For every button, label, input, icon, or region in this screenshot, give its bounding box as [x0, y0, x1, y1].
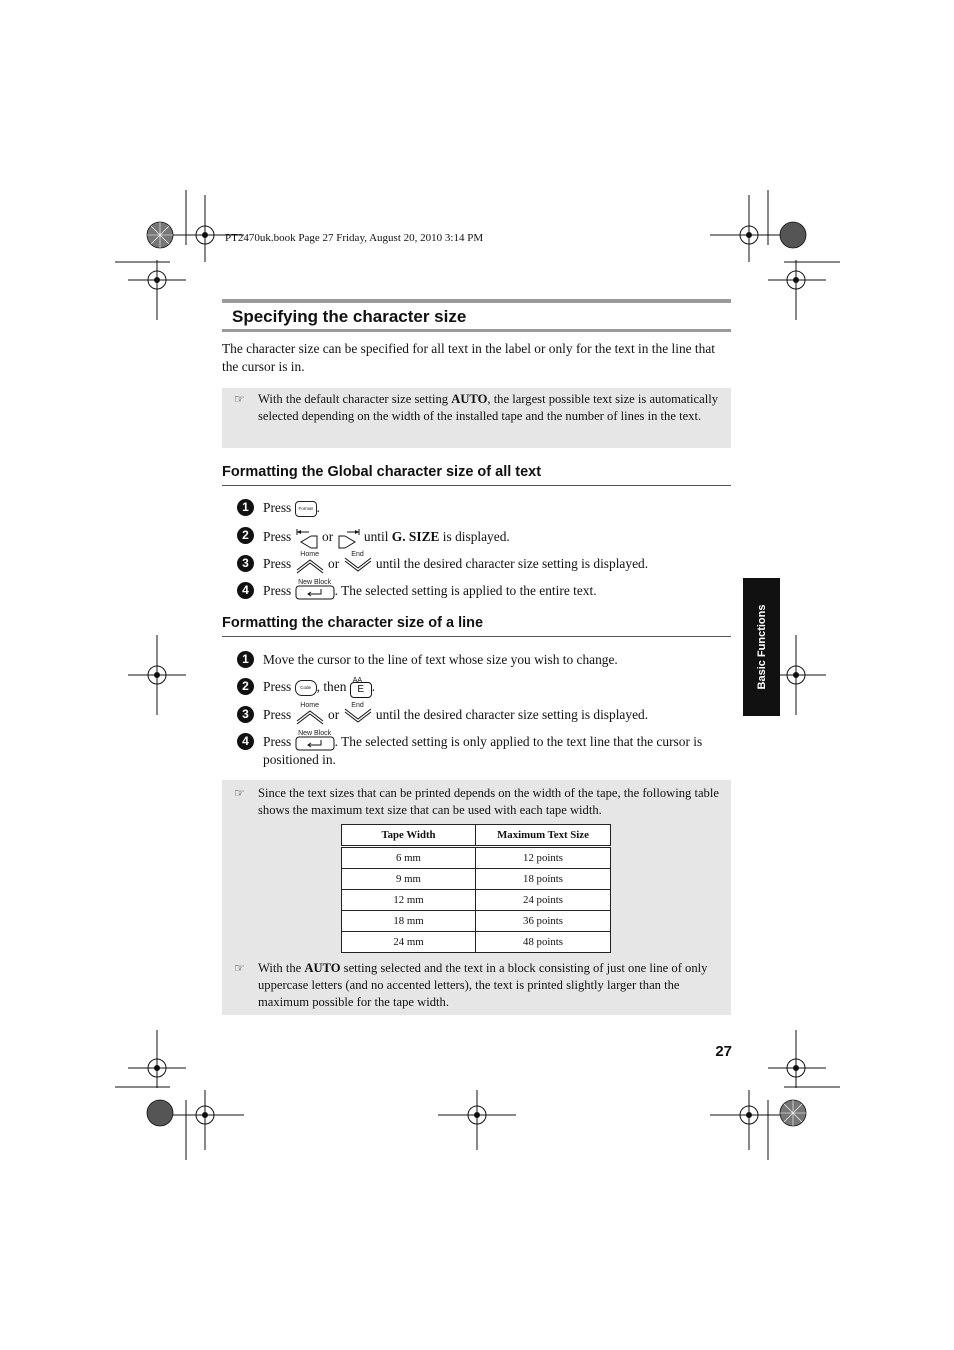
- key-label: End: [351, 701, 364, 709]
- step-text: Press: [263, 679, 292, 695]
- key-label: New Block: [298, 729, 332, 737]
- step-text: .: [316, 500, 320, 515]
- step-text: until the desired character size setting is displayed.: [375, 707, 649, 722]
- line-step-4: [237, 729, 732, 769]
- pointing-hand-icon: ☞: [234, 392, 245, 406]
- table-header-row: [342, 825, 611, 847]
- line-step-1: [237, 651, 732, 669]
- step-number: 3: [237, 555, 254, 572]
- intro-paragraph: The character size can be specified for all text in the label or only for the text in the line that the cursor is in.: [222, 341, 716, 374]
- note-text: Since the text sizes that can be printed depends on the width of the tape, the following table shows the maximum text size that can be used with each tape width.: [258, 786, 719, 817]
- step-text: .: [371, 679, 376, 695]
- step-text: . The selected setting is applied to the entire text.: [334, 583, 597, 598]
- section-title: Specifying the character size: [232, 307, 467, 326]
- step-number: 3: [237, 706, 254, 723]
- line-step-2: [237, 678, 732, 698]
- step-text: or: [328, 556, 340, 571]
- pointing-hand-icon: ☞: [234, 961, 245, 975]
- key-letter: E: [350, 682, 372, 698]
- table-cell: 12 points: [476, 847, 611, 869]
- step-text: Press: [263, 734, 292, 749]
- step-text: Move the cursor to the line of text whose size you wish to change.: [263, 652, 618, 667]
- table-row: [342, 847, 611, 869]
- pointing-hand-icon: ☞: [234, 786, 245, 800]
- side-tab-label: Basic Functions: [755, 604, 768, 690]
- table-row: [342, 911, 611, 932]
- step-bold: G. SIZE: [391, 529, 440, 545]
- step-text: Press: [263, 500, 292, 515]
- side-tab: [743, 578, 780, 716]
- table-cell: 18 mm: [342, 911, 476, 932]
- step-text: until: [363, 529, 389, 545]
- new-block-enter-key-icon: [295, 729, 335, 751]
- table-cell: 48 points: [476, 932, 611, 953]
- table-cell: 24 mm: [342, 932, 476, 953]
- table-header: Maximum Text Size: [476, 825, 611, 847]
- book-header: PT2470uk.book Page 27 Friday, August 20, 2010 3:14 PM: [225, 232, 484, 244]
- note-text: With the: [258, 961, 305, 975]
- page-number: 27: [715, 1043, 732, 1060]
- subheading-global: Formatting the Global character size of all text: [222, 464, 731, 486]
- table-cell: 36 points: [476, 911, 611, 932]
- note-bold: AUTO: [304, 961, 341, 975]
- note-tape-width: [234, 785, 722, 819]
- step-number: 2: [237, 678, 254, 695]
- step-text: Press: [263, 583, 292, 598]
- subheading-line: Formatting the character size of a line: [222, 615, 731, 637]
- step-number: 1: [237, 499, 254, 516]
- end-down-key-icon: [343, 550, 373, 574]
- step-number: 1: [237, 651, 254, 668]
- step-text: until the desired character size setting is displayed.: [375, 556, 649, 571]
- key-label: AA: [352, 677, 363, 684]
- section-title-bar: [222, 299, 731, 332]
- table-cell: 24 points: [476, 890, 611, 911]
- step-text: or: [328, 707, 340, 722]
- end-down-key-icon: [343, 701, 373, 725]
- note-text: setting selected and the text in a block consisting of just one line of only uppercase letters (and no accented letters), the text is printed slightly larger than the maximum possible for the tape width.: [258, 961, 708, 1009]
- note-auto-uppercase: [234, 960, 722, 1011]
- key-label: Home: [300, 701, 319, 709]
- note-text: , the largest possible text size is automatically selected depending on the width of the installed tape and the number of lines in the text.: [258, 392, 718, 423]
- note-bold: AUTO: [451, 392, 488, 406]
- step-number: 4: [237, 733, 254, 750]
- step-number: 4: [237, 582, 254, 599]
- table-header: Tape Width: [342, 825, 476, 847]
- table-cell: 9 mm: [342, 869, 476, 890]
- table-row: [342, 890, 611, 911]
- key-label: New Block: [298, 578, 332, 586]
- step-text: Press: [263, 556, 292, 571]
- table-row: [342, 869, 611, 890]
- step-number: 2: [237, 527, 254, 544]
- global-step-4: [237, 578, 732, 600]
- global-step-1: [237, 499, 732, 517]
- global-step-3: [237, 550, 732, 574]
- table-cell: 6 mm: [342, 847, 476, 869]
- step-text: Press: [263, 707, 292, 722]
- home-up-key-icon: [295, 550, 325, 574]
- step-text: , then: [316, 679, 347, 695]
- line-step-3: [237, 701, 732, 725]
- key-label: End: [351, 550, 364, 558]
- note-box-table: [222, 780, 731, 1015]
- table-row: [342, 932, 611, 953]
- note-text: With the default character size setting: [258, 392, 452, 406]
- step-text: or: [322, 529, 334, 545]
- e-key-icon: [350, 678, 372, 698]
- step-text: is displayed.: [442, 529, 510, 545]
- key-label: Home: [300, 550, 319, 558]
- step-text: Press: [263, 529, 292, 545]
- note-box-auto: [222, 388, 731, 448]
- table-cell: 18 points: [476, 869, 611, 890]
- code-key-icon: Code: [295, 680, 317, 696]
- step-text: . The selected setting is only applied to the text line that the cursor is positioned in.: [263, 734, 703, 767]
- format-key-icon: Format: [295, 501, 317, 517]
- new-block-enter-key-icon: [295, 578, 335, 600]
- home-up-key-icon: [295, 701, 325, 725]
- text-size-table: [341, 824, 611, 953]
- note-auto: [234, 391, 722, 425]
- table-cell: 12 mm: [342, 890, 476, 911]
